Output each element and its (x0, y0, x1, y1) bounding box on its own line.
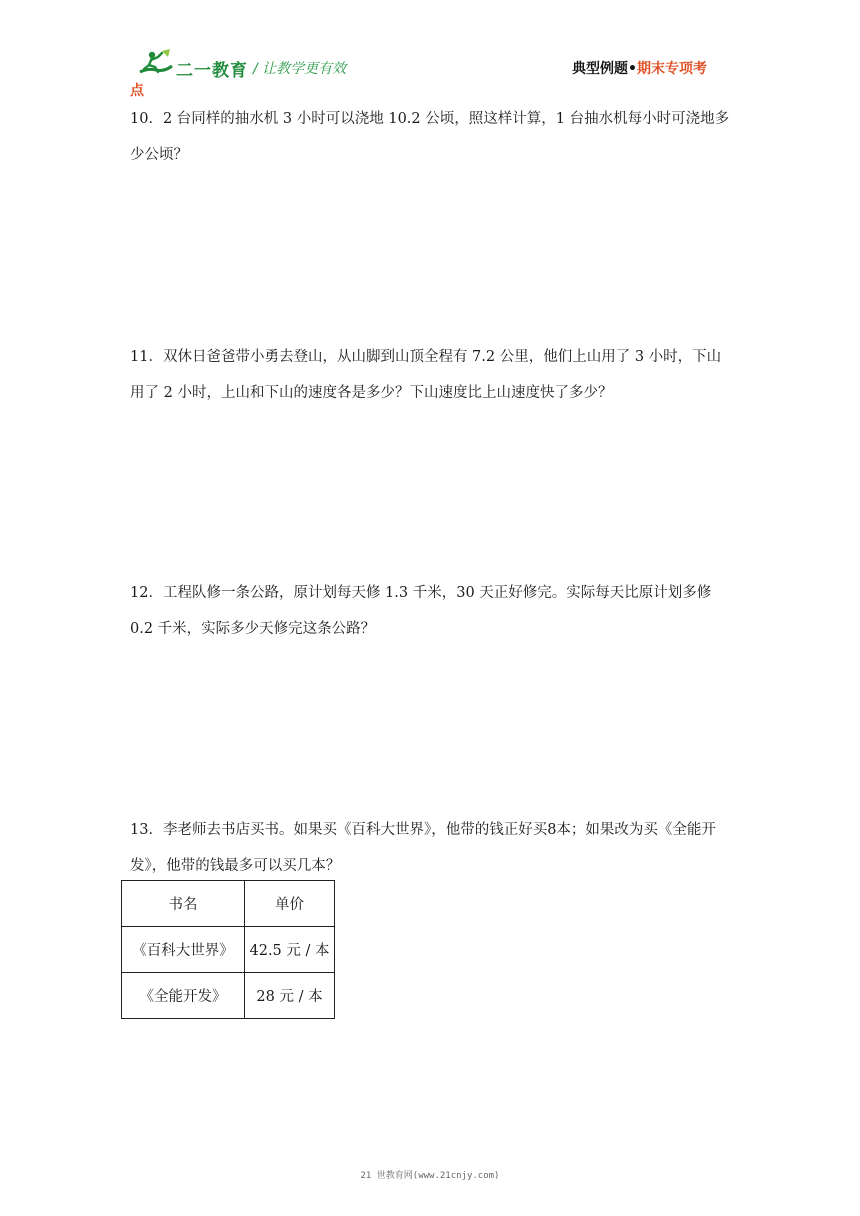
question-number: 13． (130, 822, 163, 838)
question-text: 李老师去书店买书。如果买《百科大世界》，他带的钱正好买8本；如果改为买《全能开发》，他带的钱最多可以买几本？ (130, 822, 716, 874)
runner-logo-icon (136, 48, 176, 78)
brand-slogan: / 让教学更有效 (253, 61, 347, 77)
brand-name: 二一教育 (176, 61, 248, 81)
question-number: 12． (130, 585, 163, 601)
header-category (572, 58, 707, 78)
question-11 (130, 339, 734, 411)
question-13 (130, 812, 734, 884)
header-category-main: 典型例题• (572, 61, 637, 77)
question-text: 工程队修一条公路，原计划每天修 1.3 千米，30 天正好修完。实际每天比原计划多修 0.2 千米，实际多少天修完这条公路？ (130, 585, 712, 637)
table-cell: 28 元 / 本 (245, 973, 335, 1019)
question-10 (130, 101, 734, 173)
question-12 (130, 575, 734, 647)
page-header (0, 0, 860, 100)
question-number: 11． (130, 349, 163, 365)
page-footer: 21 世教育网(www.21cnjy.com) (360, 1171, 500, 1181)
question-number: 10． (130, 111, 163, 127)
table-header-row (122, 881, 335, 927)
table-header-cell: 单价 (245, 881, 335, 927)
header-category-sub: 期末专项考 (636, 61, 707, 77)
table-cell: 《全能开发》 (122, 973, 245, 1019)
table-header-cell: 书名 (122, 881, 245, 927)
table-row (122, 973, 335, 1019)
table-cell: 42.5 元 / 本 (245, 927, 335, 973)
book-price-table (121, 880, 335, 1019)
question-text: 双休日爸爸带小勇去登山，从山脚到山顶全程有 7.2 公里，他们上山用了 3 小时，下山用了 2 小时，上山和下山的速度各是多少？下山速度比上山速度快了多少？ (130, 349, 722, 401)
table-row (122, 927, 335, 973)
question-text: 2 台同样的抽水机 3 小时可以浇地 10.2 公顷，照这样计算，1 台抽水机每小时可浇地多少公顷？ (130, 111, 730, 163)
header-category-wrap: 点 (130, 83, 144, 99)
table-cell: 《百科大世界》 (122, 927, 245, 973)
